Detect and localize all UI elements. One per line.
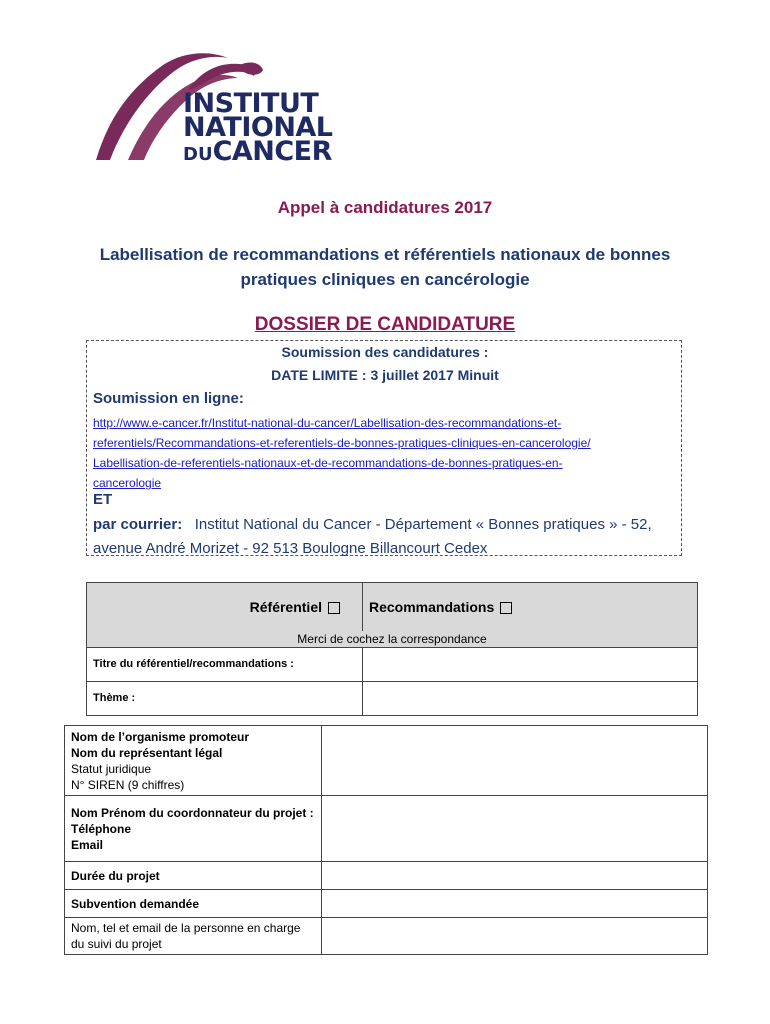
subvention-field[interactable] bbox=[322, 890, 708, 918]
logo-text bbox=[183, 88, 333, 167]
submission-link[interactable] bbox=[93, 413, 673, 493]
suivi-label: Nom, tel et email de la personne en charge du suivi du projet bbox=[65, 918, 322, 955]
duree-field[interactable] bbox=[322, 862, 708, 890]
logo-line-1: INSTITUT bbox=[183, 88, 319, 119]
referentiel-label: Référentiel bbox=[249, 598, 322, 615]
referentiel-checkbox[interactable] bbox=[328, 602, 340, 614]
selection-table bbox=[86, 582, 698, 716]
coordonnateur-cell bbox=[65, 796, 322, 862]
suivi-field[interactable] bbox=[322, 918, 708, 955]
courrier-address: Institut National du Cancer - Département « Bonnes pratiques » - 52, avenue André Morizet - 92 513 Boulogne Billancourt Cedex bbox=[93, 516, 652, 557]
siren-label: N° SIREN (9 chiffres) bbox=[71, 777, 185, 792]
telephone-label: Téléphone bbox=[71, 821, 132, 836]
courrier-block bbox=[93, 513, 683, 561]
titre-field[interactable] bbox=[363, 647, 698, 681]
logo-line-2: NATIONAL bbox=[183, 112, 333, 143]
url-line[interactable]: http://www.e-cancer.fr/Institut-national-du-cancer/Labellisation-des-recommandations-et- bbox=[93, 416, 562, 430]
coordonnateur-field[interactable] bbox=[322, 796, 708, 862]
recommandations-label: Recommandations bbox=[369, 598, 495, 615]
recommandations-cell bbox=[363, 583, 698, 631]
promoteur-field[interactable] bbox=[322, 726, 708, 796]
titre-label: Titre du référentiel/recommandations : bbox=[87, 647, 363, 681]
representant-label: Nom du représentant légal bbox=[71, 745, 223, 760]
subtitle: Labellisation de recommandations et référentiels nationaux de bonnes pratiques cliniques en cancérologie bbox=[99, 245, 671, 289]
logo-du: DU bbox=[183, 144, 213, 165]
subvention-label: Subvention demandée bbox=[65, 890, 322, 918]
email-label: Email bbox=[71, 837, 104, 852]
coordonnateur-label: Nom Prénom du coordonnateur du projet : bbox=[71, 805, 314, 820]
courrier-label: par courrier: bbox=[93, 516, 183, 533]
promoteur-cell bbox=[65, 726, 322, 796]
theme-label: Thème : bbox=[87, 681, 363, 715]
statut-label: Statut juridique bbox=[71, 761, 152, 776]
url-line[interactable]: Labellisation-de-referentiels-nationaux-et-de-recommandations-de-bonnes-pratiques-en- bbox=[93, 456, 563, 470]
submission-heading: Soumission des candidatures : bbox=[281, 344, 489, 360]
referentiel-cell bbox=[87, 583, 363, 631]
url-line[interactable]: referentiels/Recommandations-et-referentiels-de-bonnes-pratiques-cliniques-en-cancerologie/ bbox=[93, 436, 591, 450]
online-label: Soumission en ligne: bbox=[93, 390, 244, 407]
organisation-table bbox=[64, 725, 708, 955]
logo-line-3 bbox=[183, 136, 333, 167]
url-line[interactable]: cancerologie bbox=[93, 476, 162, 490]
recommandations-checkbox[interactable] bbox=[500, 602, 512, 614]
promoteur-label: Nom de l’organisme promoteur bbox=[71, 729, 250, 744]
dossier-title: DOSSIER DE CANDIDATURE bbox=[254, 314, 516, 335]
correspondance-note: Merci de cochez la correspondance bbox=[87, 631, 698, 648]
logo-cancer: CANCER bbox=[212, 136, 332, 167]
theme-field[interactable] bbox=[363, 681, 698, 715]
et-label: ET bbox=[93, 491, 113, 508]
deadline: DATE LIMITE : 3 juillet 2017 Minuit bbox=[271, 367, 499, 383]
call-title: Appel à candidatures 2017 bbox=[277, 198, 493, 217]
duree-label: Durée du projet bbox=[65, 862, 322, 890]
